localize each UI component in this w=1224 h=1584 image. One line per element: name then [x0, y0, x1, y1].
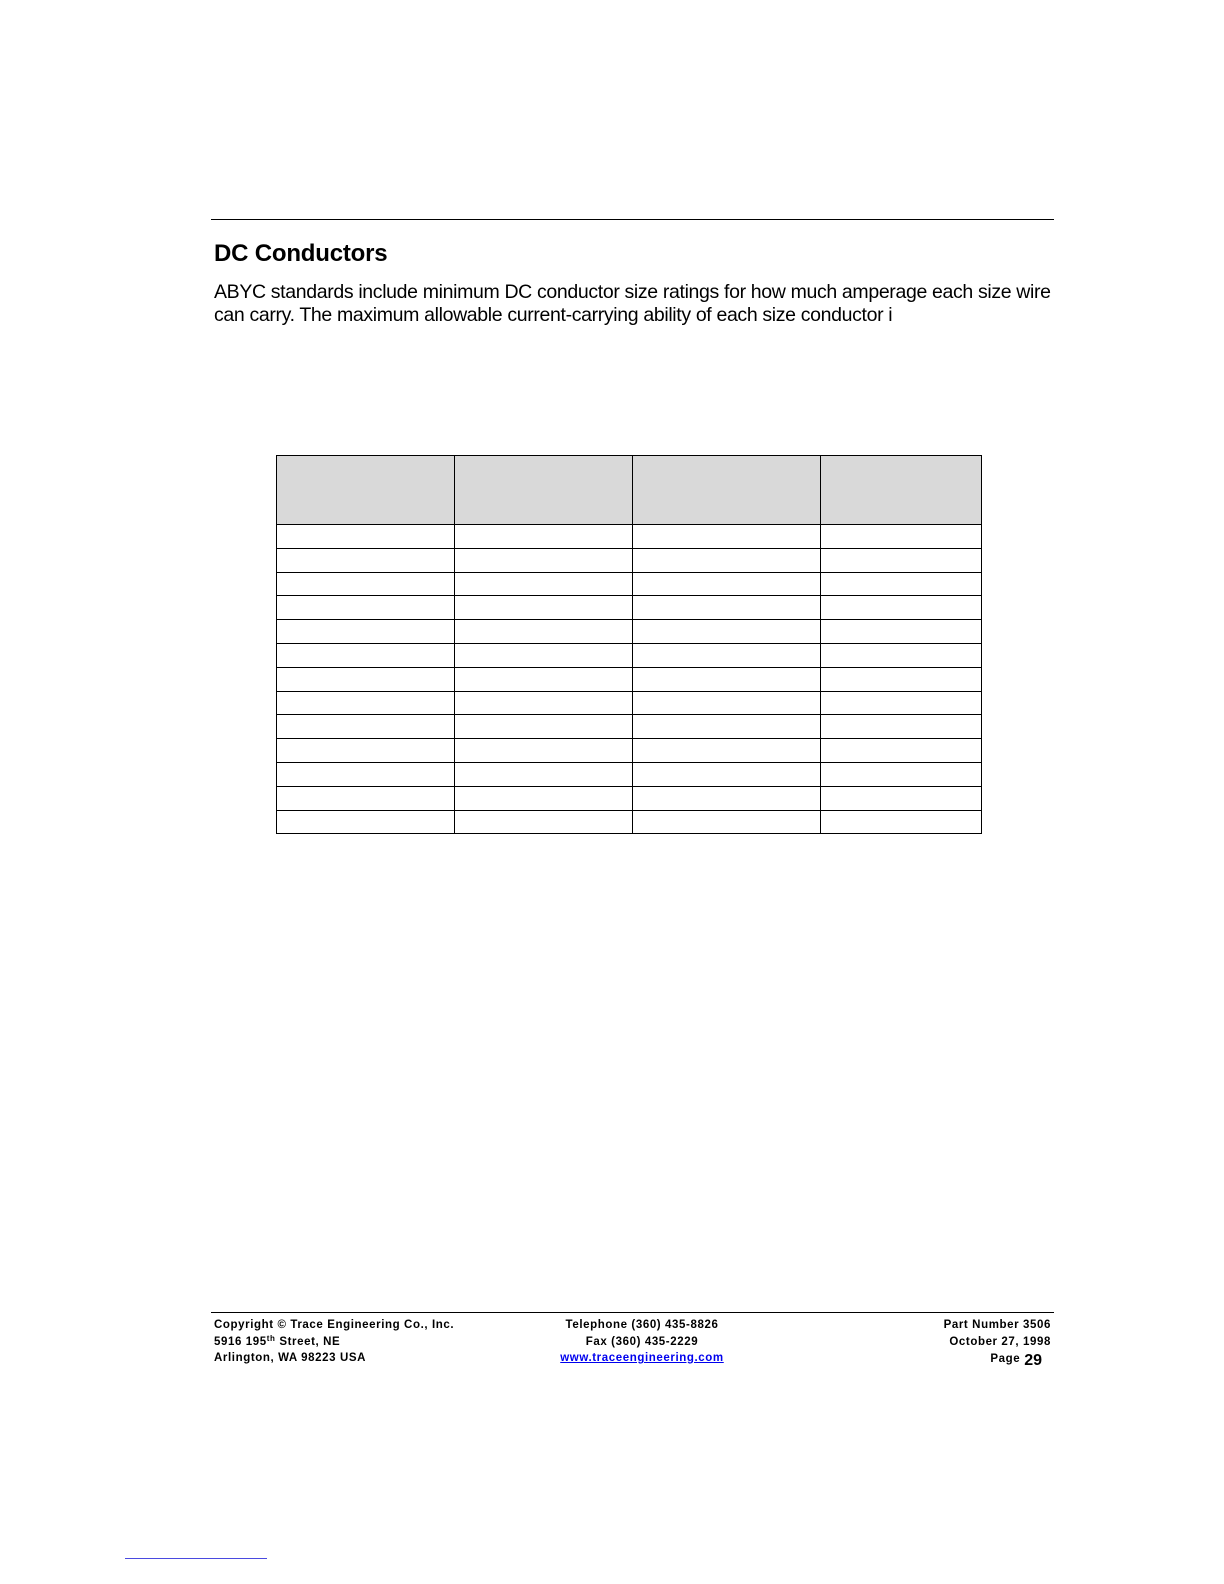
footer-page: Page 29 — [990, 1352, 1042, 1369]
footer-copyright: Copyright © Trace Engineering Co., Inc. — [214, 1319, 455, 1331]
table-cell — [821, 572, 982, 596]
table-row — [277, 715, 982, 739]
table-cell — [821, 810, 982, 834]
table-row — [277, 810, 982, 834]
table-cell — [455, 715, 633, 739]
table-cell — [821, 739, 982, 763]
table-cell — [633, 810, 821, 834]
conductor-table — [276, 455, 982, 834]
table-cell — [277, 667, 455, 691]
table-row — [277, 691, 982, 715]
table-header-row — [277, 456, 982, 525]
table-header-cell — [633, 456, 821, 525]
footer-telephone: Telephone (360) 435-8826 — [565, 1319, 719, 1331]
page-number: 29 — [1024, 1352, 1042, 1369]
footer-city: Arlington, WA 98223 USA — [214, 1352, 367, 1364]
footer-rule — [211, 1312, 1054, 1313]
table-cell — [455, 739, 633, 763]
table-cell — [821, 667, 982, 691]
table-cell — [821, 715, 982, 739]
table-cell — [633, 715, 821, 739]
table-cell — [455, 596, 633, 620]
table-cell — [277, 739, 455, 763]
table-cell — [821, 620, 982, 644]
table-row — [277, 739, 982, 763]
table-cell — [633, 548, 821, 572]
table-cell — [277, 762, 455, 786]
table-cell — [455, 572, 633, 596]
website-link[interactable]: www.traceengineering.com — [560, 1352, 724, 1364]
table-cell — [455, 525, 633, 549]
table-cell — [633, 572, 821, 596]
table-cell — [455, 691, 633, 715]
table-cell — [633, 643, 821, 667]
table-cell — [277, 786, 455, 810]
table-cell — [455, 667, 633, 691]
table-cell — [821, 643, 982, 667]
table-cell — [455, 762, 633, 786]
table-row — [277, 596, 982, 620]
table-cell — [277, 691, 455, 715]
table-cell — [633, 762, 821, 786]
table-cell — [455, 810, 633, 834]
footer-fax: Fax (360) 435-2229 — [585, 1335, 699, 1348]
table-cell — [277, 596, 455, 620]
table-body — [277, 525, 982, 834]
table-header-cell — [277, 456, 455, 525]
table-cell — [277, 525, 455, 549]
section-title: DC Conductors — [214, 240, 388, 267]
section-paragraph: ABYC standards include minimum DC conductor size ratings for how much amperage each size wire can carry. The maximum allowable current-carrying ability of each size conductor i — [214, 281, 1051, 326]
table-cell — [277, 715, 455, 739]
table-row — [277, 525, 982, 549]
table-cell — [455, 548, 633, 572]
footer-document-info — [800, 1317, 1051, 1368]
table-row — [277, 643, 982, 667]
table-cell — [277, 643, 455, 667]
table-row — [277, 667, 982, 691]
table-cell — [277, 810, 455, 834]
table-cell — [277, 572, 455, 596]
table-cell — [633, 620, 821, 644]
table-cell — [633, 596, 821, 620]
table-row — [277, 548, 982, 572]
table-row — [277, 786, 982, 810]
table-cell — [821, 548, 982, 572]
header-rule — [211, 219, 1054, 220]
table-cell — [633, 691, 821, 715]
table-cell — [821, 786, 982, 810]
table-header-cell — [821, 456, 982, 525]
footer-street: 5916 195th Street, NE — [214, 1333, 341, 1348]
table-row — [277, 572, 982, 596]
table-cell — [821, 762, 982, 786]
table-cell — [455, 620, 633, 644]
table-row — [277, 762, 982, 786]
table-cell — [633, 739, 821, 763]
table-cell — [821, 525, 982, 549]
table-cell — [821, 596, 982, 620]
table-cell — [277, 620, 455, 644]
table-cell — [455, 643, 633, 667]
bottom-link-underline — [125, 1558, 267, 1559]
table-cell — [633, 786, 821, 810]
table-header-cell — [455, 456, 633, 525]
footer-contact-info — [492, 1317, 792, 1367]
table-cell — [277, 548, 455, 572]
table-cell — [633, 667, 821, 691]
footer-date: October 27, 1998 — [949, 1335, 1051, 1348]
table-cell — [455, 786, 633, 810]
table-row — [277, 620, 982, 644]
table-cell — [821, 691, 982, 715]
footer-part-number: Part Number 3506 — [943, 1319, 1051, 1331]
table-cell — [633, 525, 821, 549]
